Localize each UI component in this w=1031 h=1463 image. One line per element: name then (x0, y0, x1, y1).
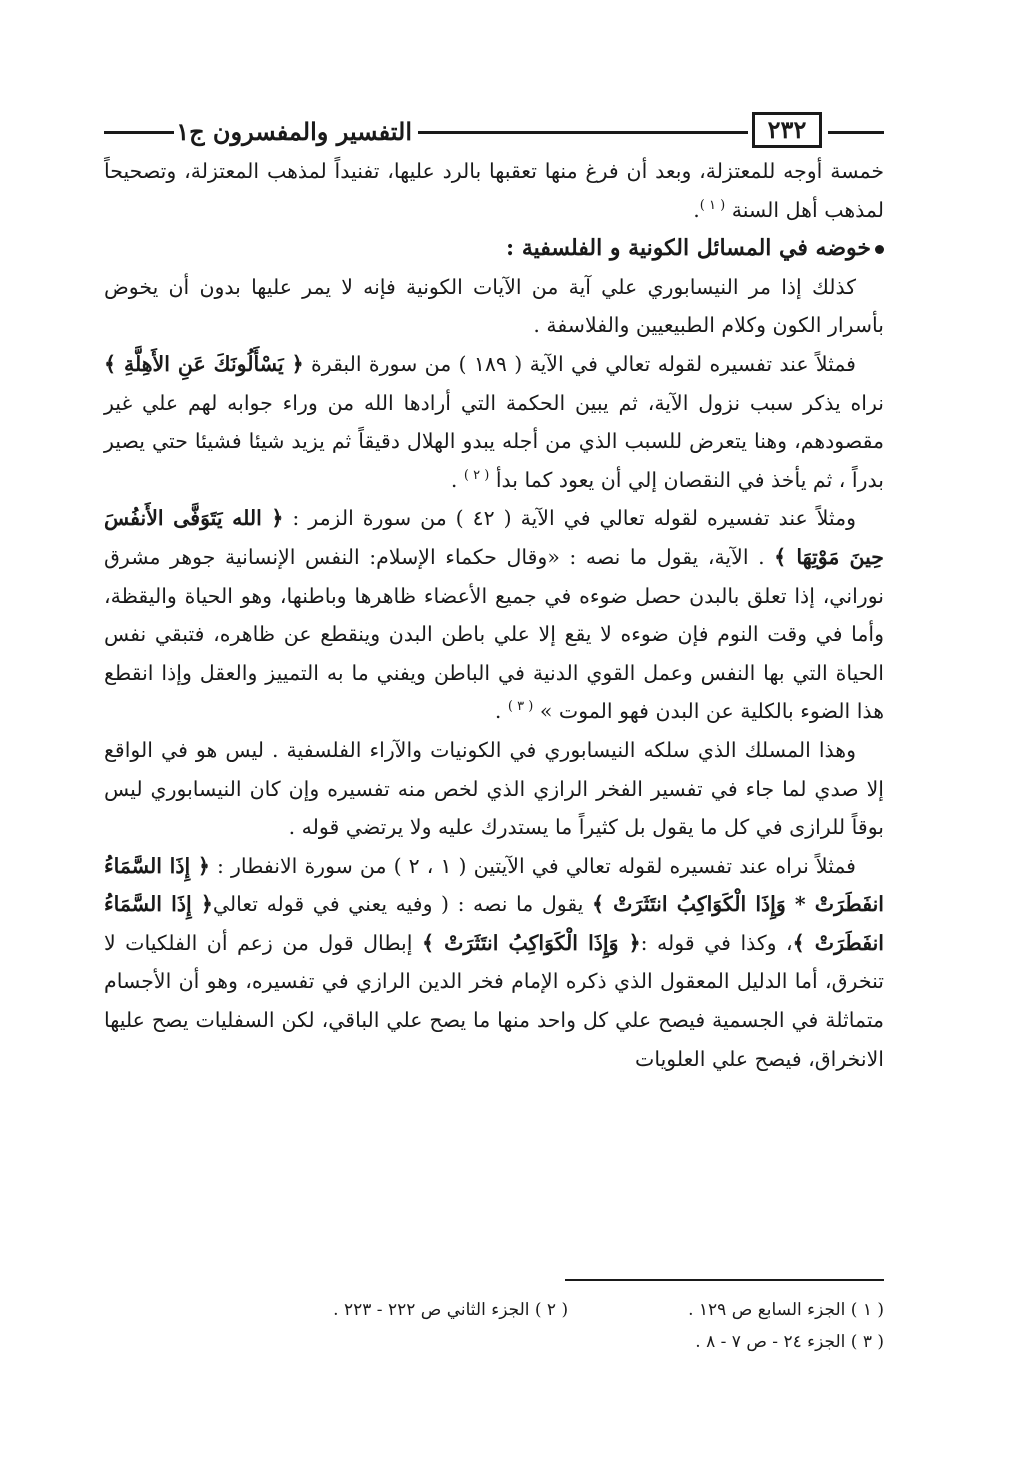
paragraph-2: كذلك إذا مر النيسابوري علي آية من الآيات الكونية فإنه لا يمر عليها بدون أن يخوض بأسرار الكون وكلام الطبيعيين والفلاسفة . (104, 274, 884, 338)
quran-verse: ﴿ الله يَتَوَفَّى الأَنفُسَ حِينَ مَوْتِهَا ﴾ (104, 506, 884, 569)
page-number: ٢٣٢ (752, 112, 822, 148)
footnote-2: ( ٢ ) الجزء الثاني ص ٢٢٢ - ٢٢٣ . (333, 1300, 569, 1320)
footnote-3: ( ٣ ) الجزء ٢٤ - ص ٧ - ٨ . (695, 1332, 884, 1352)
footnotes (230, 1294, 884, 1358)
footnote-row (230, 1294, 884, 1326)
footnote-ref-2[interactable]: ( ٢ ) (463, 467, 490, 483)
footnote-row (230, 1326, 884, 1358)
paragraph-4: ومثلاً عند تفسيره لقوله تعالي في الآية ( ٤٢ ) من سورة الزمر : ﴿ الله يَتَوَفَّى الأَنفُسَ حِينَ مَوْتِهَا ﴾ . الآية، يقول ما نصه : «وقال حكماء الإسلام: النفس الإنسانية جوهر مشرق نوراني، إذا تعلق بالبدن حصل ضوءه في جميع الأعضاء ظاهرها وباطنها، وهو الحياة واليقظة، وأما في وقت النوم فإن ضوءه لا يقع إلا علي باطن البدن وينقطع عن ظاهره، فتبقي نفس الحياة التي بها النفس وعمل القوي الدنية في الباطن ويفني ما به التمييز والعقل وإذا انقطع هذا الضوء بالكلية عن البدن فهو الموت » $^{( ٣ )}$ . (104, 506, 884, 724)
quran-verse: ﴿ إِذَا السَّمَاءُ انفَطَرَتْ * وَإِذَا الْكَوَاكِبُ انتَثَرَتْ ﴾ (104, 853, 884, 917)
header-rule-left (104, 131, 174, 134)
footnote-ref-1[interactable]: ( ١ ) (699, 197, 726, 213)
footnote-separator (565, 1279, 884, 1281)
paragraph-6: فمثلاً نراه عند تفسيره لقوله تعالي في الآيتين ( ١ ، ٢ ) من سورة الانفطار : ﴿ إِذَا السَّمَاءُ انفَطَرَتْ * وَإِذَا الْكَوَاكِبُ انتَثَرَتْ ﴾ يقول ما نصه : ( وفيه يعني في قوله تعالي﴿ إِذَا السَّمَاءُ انفَطَرَتْ ﴾، وكذا في قوله :﴿ وَإِذَا الْكَوَاكِبُ انتَثَرَتْ ﴾ إبطال قول من زعم أن الفلكيات لا تنخرق، أما الدليل المعقول الذي ذكره الإمام فخر الدين الرازي في تفسيره، وهو أن الأجسام متماثلة في الجسمية فيصح علي كل واحد منها ما يصح علي الباقي، لكن السفليات يصح عليها الانخراق، فيصح علي العلويات (104, 853, 884, 1071)
running-header (104, 112, 884, 152)
footnote-ref-3[interactable]: ( ٣ ) (507, 699, 534, 715)
quran-verse: ﴿ يَسْأَلُونَكَ عَنِ الأَهِلَّةِ ﴾ (104, 351, 304, 376)
quran-verse: ﴿ إِذَا السَّمَاءُ انفَطَرَتْ ﴾ (104, 892, 884, 955)
header-rule-right (828, 131, 884, 134)
paragraph-3: فمثلاً عند تفسيره لقوله تعالي في الآية ( ١٨٩ ) من سورة البقرة ﴿ يَسْأَلُونَكَ عَنِ الأَهِلَّةِ ﴾ نراه يذكر سبب نزول الآية، ثم يبين الحكمة التي أرادها الله من وراء جوابه لهم علي غير مقصودهم، وهنا يتعرض للسبب الذي من أجله يبدو الهلال دقيقاً ثم يزيد شيئا فشيئا حتي يصير بدراً ، ثم يأخذ في النقصان إلي أن يعود كما بدأ $^{( ٢ )}$ . (104, 351, 884, 492)
paragraph-5: وهذا المسلك الذي سلكه النيسابوري في الكونيات والآراء الفلسفية . ليس هو في الواقع إلا صدي لما جاء في تفسير الفخر الرازي الذي لخص منه تفسيره وإن كان النيسابوري ليس بوقاً للرازى في كل ما يقول بل كثيراً ما يستدرك عليه ولا يرتضي قوله . (104, 737, 884, 840)
body-text (104, 152, 884, 1078)
bullet-icon (875, 245, 884, 254)
paragraph-1: خمسة أوجه للمعتزلة، وبعد أن فرغ منها تعقبها بالرد عليها، تفنيداً لمذهب المعتزلة، وتصحيحاً لمذهب أهل السنة $^{( ١ )}$. (104, 159, 884, 222)
footnote-1: ( ١ ) الجزء السابع ص ١٢٩ . (688, 1300, 884, 1320)
header-rule-middle (418, 131, 748, 134)
section-heading: خوضه في المسائل الكونية و الفلسفية : (104, 229, 884, 268)
quran-verse: ﴿ وَإِذَا الْكَوَاكِبُ انتَثَرَتْ ﴾ (421, 930, 641, 955)
running-title: التفسير والمفسرون ج١ (176, 117, 412, 146)
